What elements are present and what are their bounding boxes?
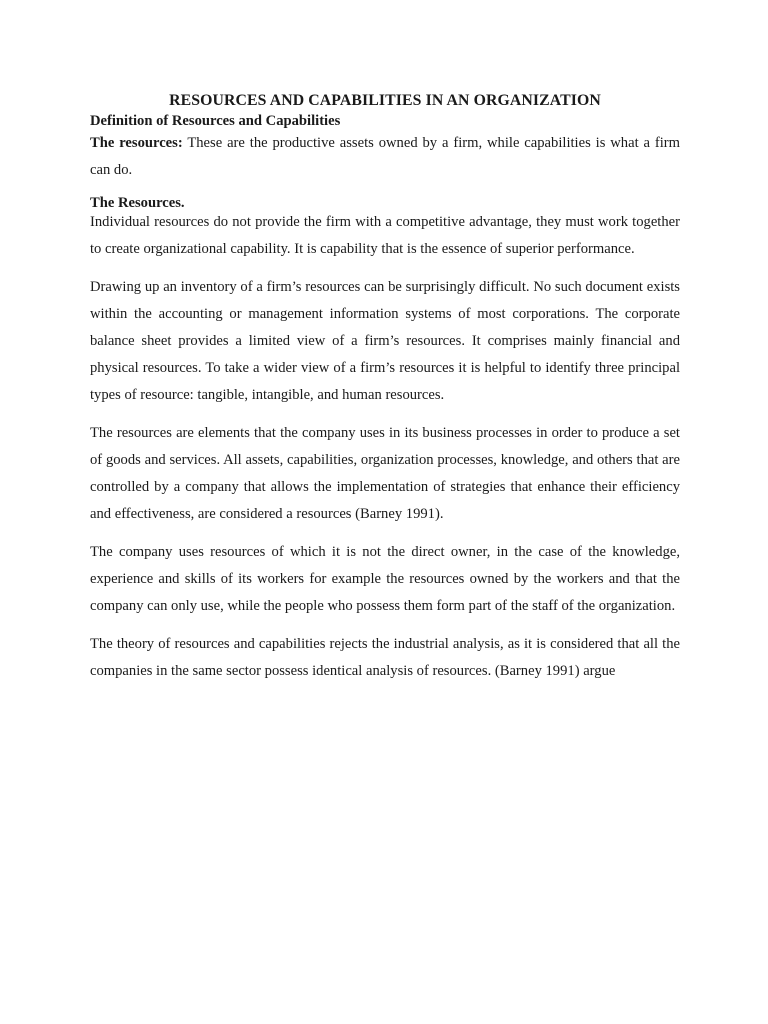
definition-heading: Definition of Resources and Capabilities [90, 113, 341, 129]
paragraph-1: Individual resources do not provide the firm with a competitive advantage, they must work together to create organizational capability. It is capability that is the essence of superior performance. [90, 214, 680, 257]
paragraph-2: Drawing up an inventory of a firm’s resources can be surprisingly difficult. No such document exists within the accounting or management information systems of most corporations. The corporate balance sheet provides a limited view of a firm’s resources. It comprises mainly financial and physical resources. To take a wider view of a firm’s resources it is helpful to identify three principal types of resource: tangible, intangible, and human resources. [90, 279, 680, 403]
section-heading: The Resources. [90, 195, 185, 211]
paragraph-4: The company uses resources of which it is not the direct owner, in the case of the knowledge, experience and skills of its workers for example the resources owned by the workers and that the company can only use, while the people who possess them form part of the staff of the organization. [90, 544, 680, 614]
definition-label: The resources: [90, 135, 183, 151]
document-title: RESOURCES AND CAPABILITIES IN AN ORGANIZATION [169, 92, 601, 109]
definition-text: These are the productive assets owned by a firm, while capabilities is what a firm can do. [90, 135, 681, 178]
document-body [90, 92, 680, 696]
paragraph-5: The theory of resources and capabilities rejects the industrial analysis, as it is considered that all the companies in the same sector possess identical analysis of resources. (Barney 1991) argue [90, 636, 680, 679]
definition-paragraph [90, 130, 680, 184]
paragraph-3: The resources are elements that the company uses in its business processes in order to produce a set of goods and services. All assets, capabilities, organization processes, knowledge, and others that are controlled by a company that allows the implementation of strategies that enhance their efficiency and effectiveness, are considered a resources (Barney 1991). [90, 425, 680, 522]
